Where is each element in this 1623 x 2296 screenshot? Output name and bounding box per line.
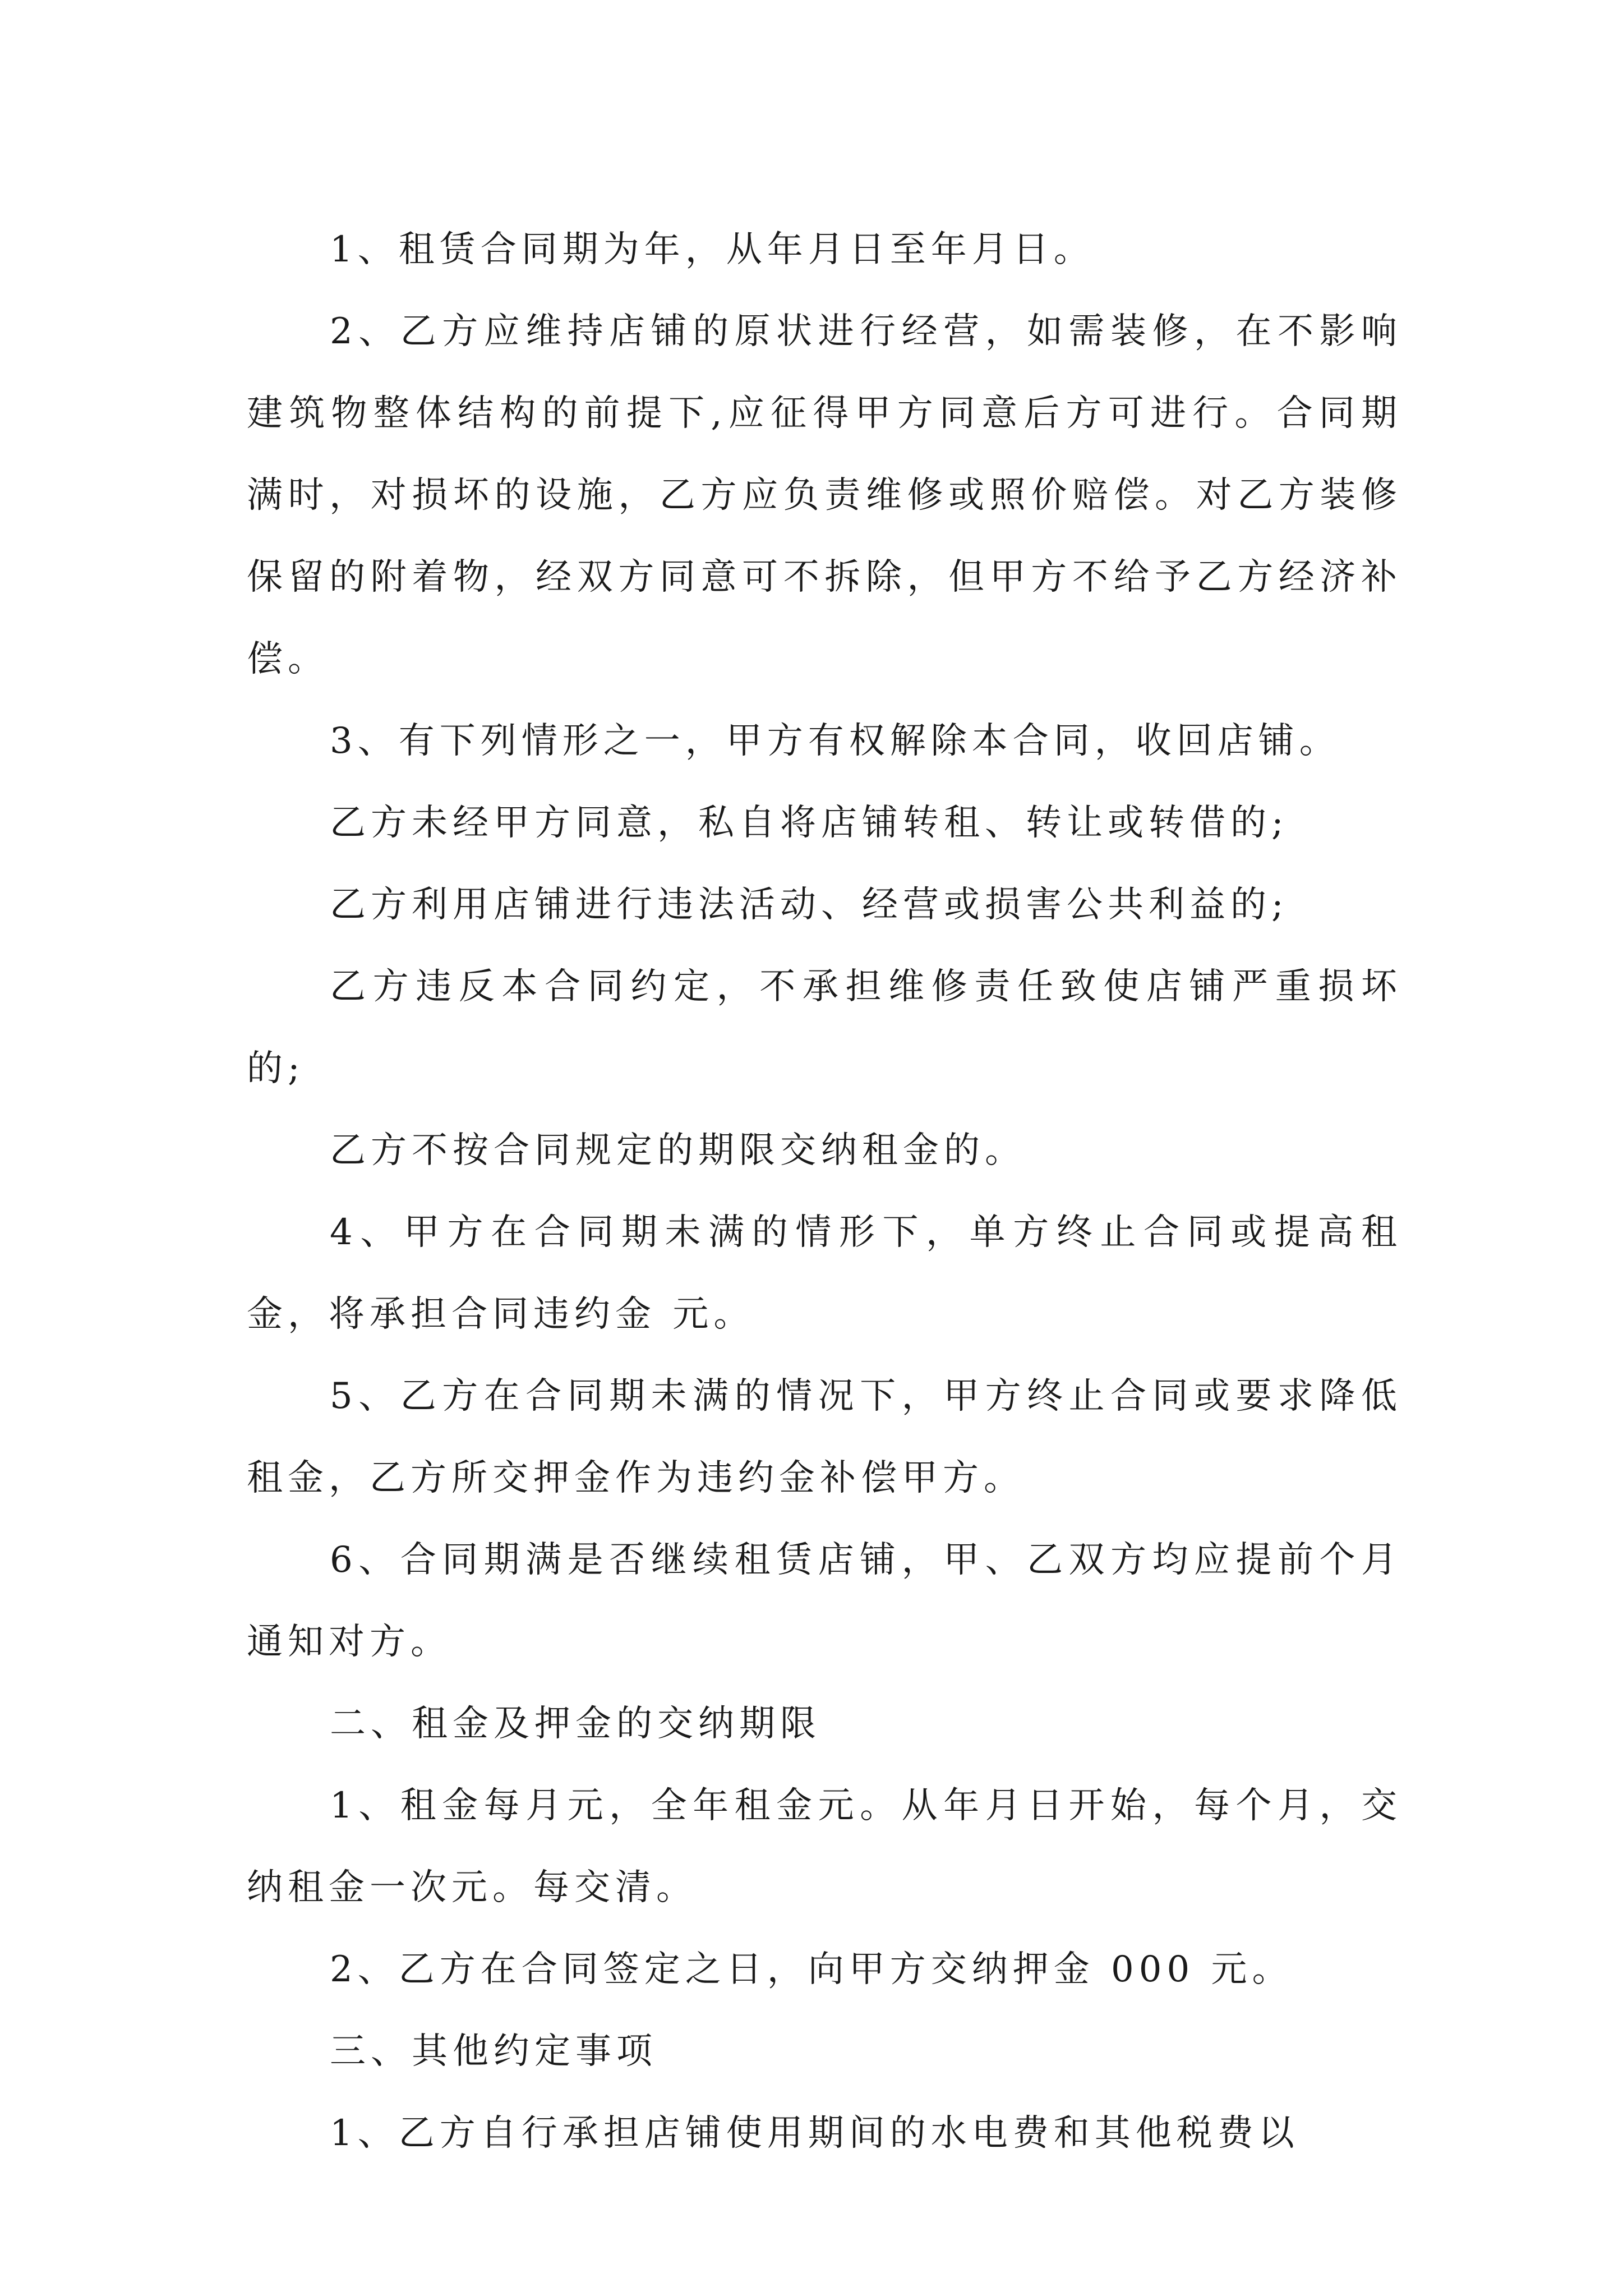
- paragraph-rent-amount: 1、租金每月元，全年租金元。从年月日开始，每个月，交纳租金一次元。每交清。: [247, 1785, 1402, 1908]
- paragraph-condition-rent-default: 乙方不按合同规定的期限交纳租金的。: [330, 1130, 1026, 1171]
- section-heading-other-terms: 三、其他约定事项: [330, 2031, 657, 2072]
- paragraph-termination-conditions: 3、有下列情形之一，甲方有权解除本合同，收回店铺。: [330, 720, 1340, 762]
- paragraph-term: 1、租赁合同期为年，从年月日至年月日。: [330, 229, 1095, 270]
- paragraph-utilities: 1、乙方自行承担店铺使用期间的水电费和其他税费以: [330, 2113, 1299, 2154]
- paragraph-renewal-notice: 6、合同期满是否继续租赁店铺，甲、乙双方均应提前个月通知对方。: [247, 1539, 1402, 1663]
- section-heading-rent-deposit: 二、租金及押金的交纳期限: [330, 1703, 821, 1745]
- document-body: [247, 209, 1402, 2174]
- paragraph-landlord-penalty: 4、甲方在合同期未满的情形下，单方终止合同或提高租金，将承担合同违约金 元。: [247, 1212, 1402, 1335]
- paragraph-condition-damage: 乙方违反本合同约定，不承担维修责任致使店铺严重损坏的;: [247, 966, 1402, 1089]
- paragraph-deposit: 2、乙方在合同签定之日，向甲方交纳押金 000 元。: [330, 1949, 1293, 1990]
- paragraph-condition-illegal-use: 乙方利用店铺进行违法活动、经营或损害公共利益的;: [330, 884, 1289, 926]
- paragraph-tenant-penalty: 5、乙方在合同期未满的情况下，甲方终止合同或要求降低租金，乙方所交押金作为违约金补偿甲方。: [247, 1375, 1402, 1499]
- paragraph-condition-sublease: 乙方未经甲方同意，私自将店铺转租、转让或转借的;: [330, 802, 1289, 844]
- paragraph-renovation: 2、乙方应维持店铺的原状进行经营，如需装修，在不影响建筑物整体结构的前提下,应征得甲方同意后方可进行。合同期满时，对损坏的设施，乙方应负责维修或照价赔偿。对乙方装修保留的附着物，经双方同意可不拆除，但甲方不给予乙方经济补偿。: [247, 311, 1402, 680]
